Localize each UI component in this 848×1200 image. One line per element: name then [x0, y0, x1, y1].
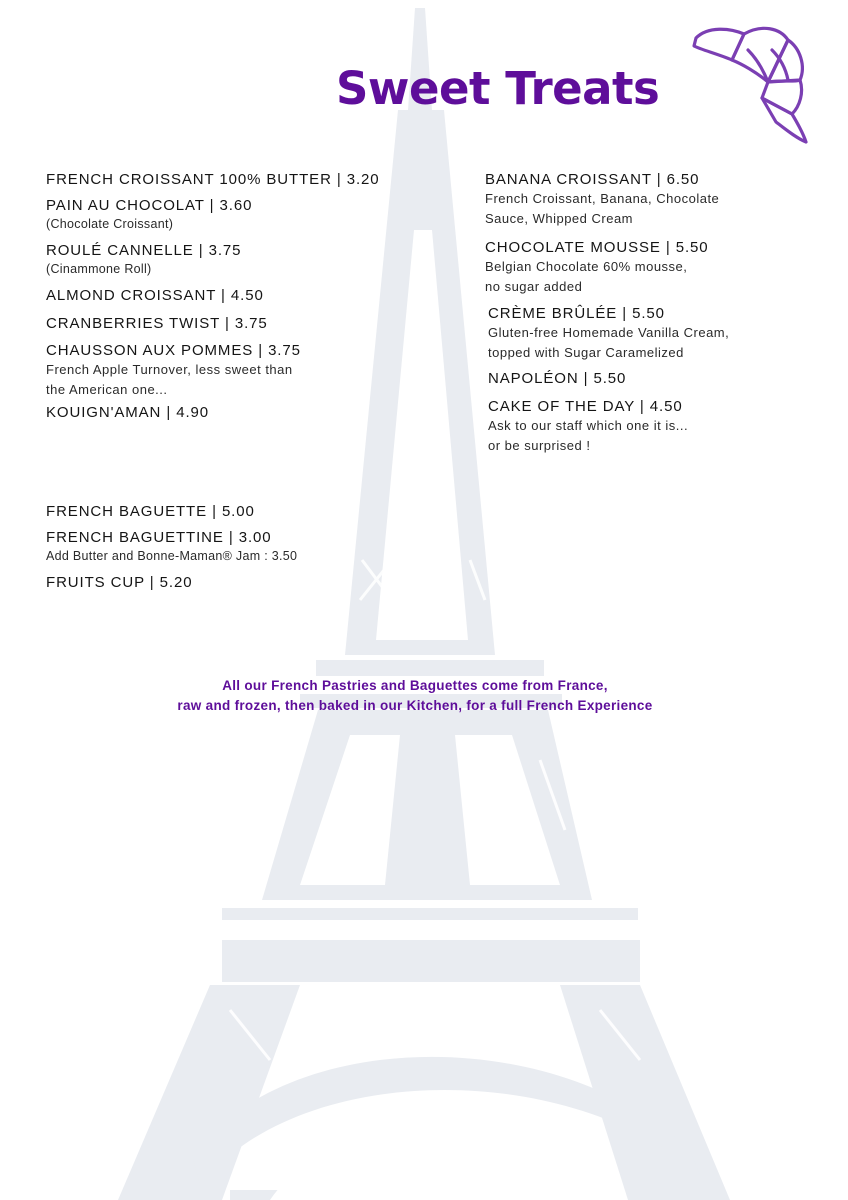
menu-item-french-croissant — [46, 170, 380, 189]
menu-item-cake-of-the-day — [488, 397, 688, 456]
menu-item-french-baguettine — [46, 528, 297, 565]
menu-item-name: CHOCOLATE MOUSSE | 5.50 — [485, 239, 709, 256]
menu-item-fruits-cup — [46, 573, 192, 592]
menu-item-description: (Chocolate Croissant) — [46, 217, 174, 231]
menu-item-description: Gluten-free Homemade Vanilla Cream, — [488, 325, 730, 340]
menu-item-description: French Croissant, Banana, Chocolate — [485, 191, 720, 206]
menu-item-name: ALMOND CROISSANT | 4.50 — [46, 287, 264, 304]
menu-item-name: FRENCH CROISSANT 100% BUTTER | 3.20 — [46, 171, 380, 188]
croissant-icon — [688, 20, 814, 146]
menu-item-chausson-aux-pommes — [46, 341, 301, 400]
menu-item-pain-au-chocolat — [46, 196, 252, 233]
menu-item-description: no sugar added — [485, 279, 583, 294]
menu-item-almond-croissant — [46, 286, 264, 305]
menu-item-description: French Apple Turnover, less sweet than — [46, 362, 293, 377]
menu-item-name: CRANBERRIES TWIST | 3.75 — [46, 315, 268, 332]
menu-item-name: CRÈME BRÛLÉE | 5.50 — [488, 305, 665, 322]
menu-item-name: FRUITS CUP | 5.20 — [46, 574, 193, 591]
menu-item-description: the American one... — [46, 382, 168, 397]
menu-item-napoleon — [488, 369, 626, 388]
menu-item-description: Ask to our staff which one it is... — [488, 418, 689, 433]
menu-item-kouign-aman — [46, 403, 209, 422]
menu-item-name: FRENCH BAGUETTINE | 3.00 — [46, 529, 272, 546]
menu-item-name: CAKE OF THE DAY | 4.50 — [488, 398, 683, 415]
menu-item-french-baguette — [46, 502, 255, 521]
menu-item-name: BANANA CROISSANT | 6.50 — [485, 171, 700, 188]
menu-item-description: Add Butter and Bonne-Maman® Jam : 3.50 — [46, 549, 298, 563]
menu-item-name: CHAUSSON AUX POMMES | 3.75 — [46, 342, 301, 359]
footer-note-line: raw and frozen, then baked in our Kitchen, for a full French Experience — [177, 698, 653, 713]
footer-note-line: All our French Pastries and Baguettes come from France, — [222, 678, 608, 693]
menu-item-chocolate-mousse — [485, 238, 709, 297]
menu-item-name: PAIN AU CHOCOLAT | 3.60 — [46, 197, 253, 214]
menu-item-roule-cannelle — [46, 241, 241, 278]
menu-item-name: KOUIGN'AMAN | 4.90 — [46, 404, 209, 421]
menu-item-name: ROULÉ CANNELLE | 3.75 — [46, 242, 242, 259]
menu-item-description: Belgian Chocolate 60% mousse, — [485, 259, 688, 274]
footer-note — [0, 676, 830, 716]
menu-item-name: NAPOLÉON | 5.50 — [488, 370, 627, 387]
menu-item-cranberries-twist — [46, 314, 268, 333]
menu-item-creme-brulee — [488, 304, 729, 363]
page-title: Sweet Treats — [336, 62, 660, 115]
menu-item-banana-croissant — [485, 170, 719, 229]
menu-item-description: Sauce, Whipped Cream — [485, 211, 634, 226]
menu-item-name: FRENCH BAGUETTE | 5.00 — [46, 503, 255, 520]
menu-item-description: (Cinammone Roll) — [46, 262, 152, 276]
menu-item-description: topped with Sugar Caramelized — [488, 345, 684, 360]
menu-item-description: or be surprised ! — [488, 438, 591, 453]
